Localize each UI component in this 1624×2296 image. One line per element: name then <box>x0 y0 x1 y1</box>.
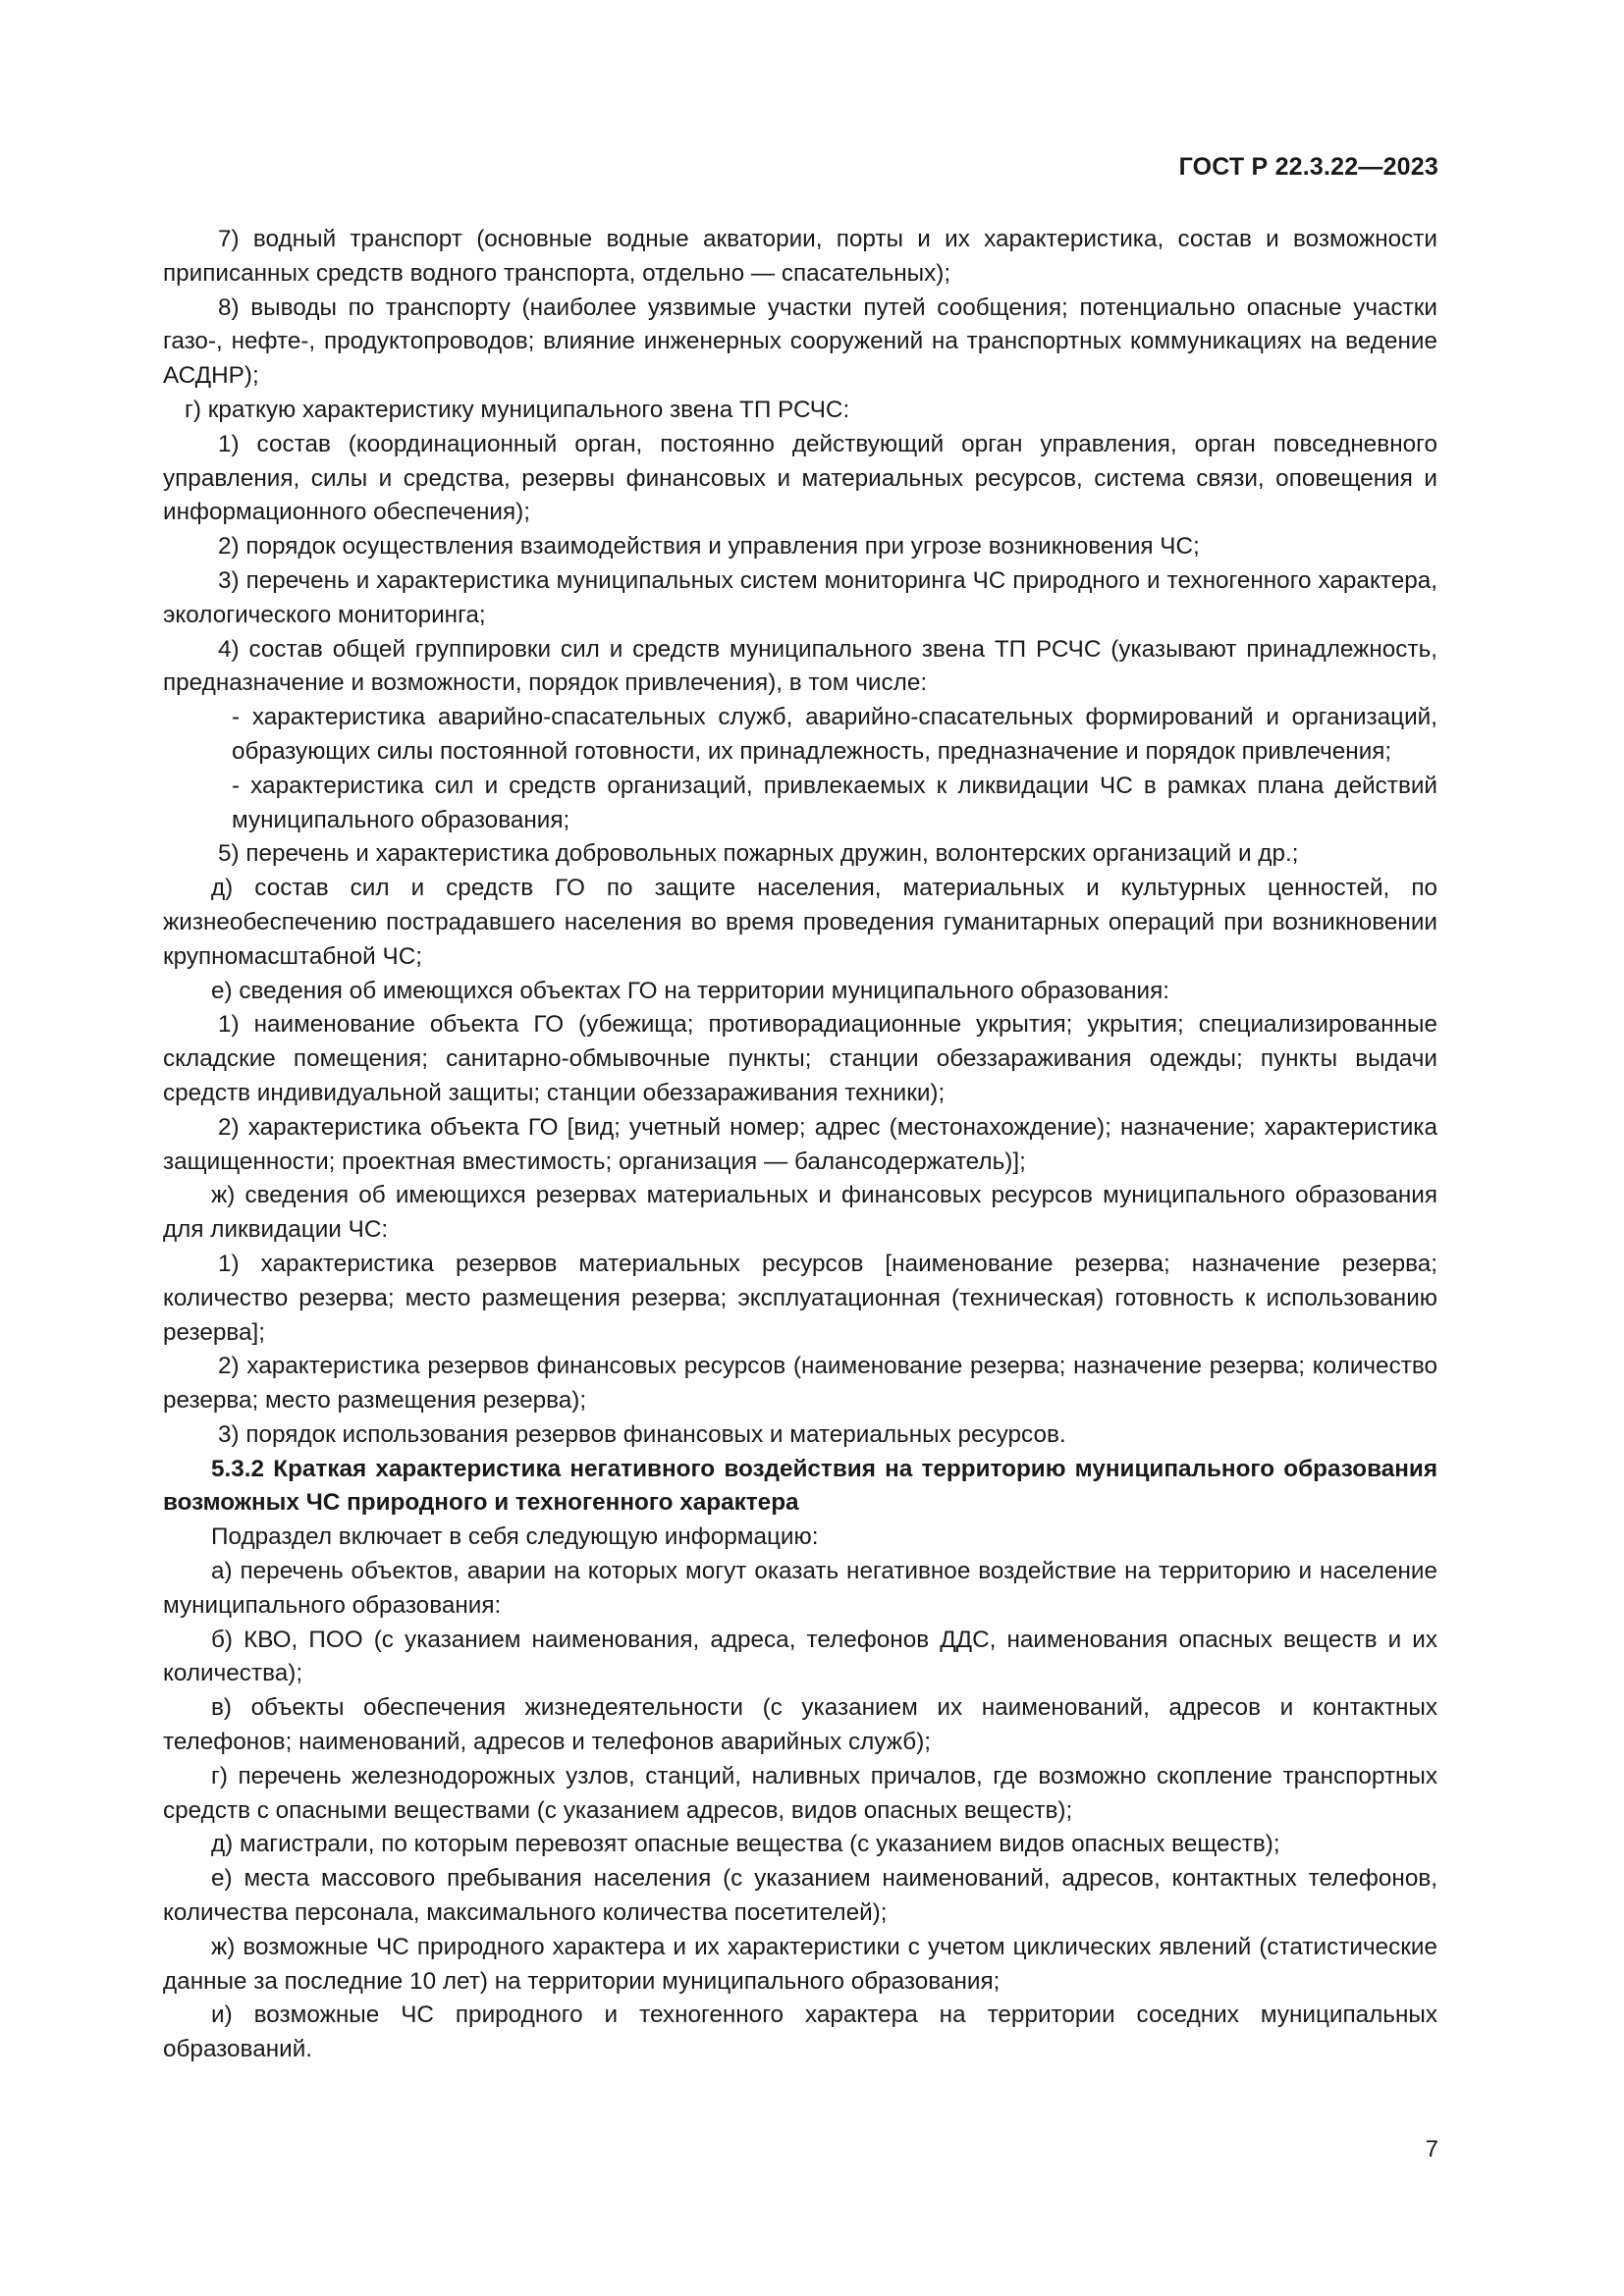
paragraph: ж) возможные ЧС природного характера и их характеристики с учетом циклических явлений (статистические данные за последние 10 лет) на территории муниципального образования; <box>163 1933 1437 1995</box>
paragraph: 8) выводы по транспорту (наиболее уязвимые участки путей сообщения; потенциально опасные участки газо-, нефте-, продуктопроводов; влияние инженерных сооружений на транспортных коммуникациях на ведение АСДНР); <box>163 294 1437 390</box>
paragraph: - характеристика аварийно-спасательных служб, аварийно-спасательных формирований и организаций, образующих силы постоянной готовности, их принадлежность, предназначение и порядок привлечения; <box>232 704 1437 765</box>
paragraph: 2) порядок осуществления взаимодействия и управления при угрозе возникновения ЧС; <box>218 533 1200 561</box>
paragraph: 2) характеристика резервов финансовых ресурсов (наименование резерва; назначение резерва; количество резерва; место размещения резерва); <box>163 1353 1437 1415</box>
paragraph: г) перечень железнодорожных узлов, станций, наливных причалов, где возможно скопление транспортных средств с опасными веществами (с указанием адресов, видов опасных веществ); <box>163 1762 1437 1824</box>
paragraph: Подраздел включает в себя следующую информацию: <box>211 1523 819 1551</box>
paragraph: 1) наименование объекта ГО (убежища; противорадиационные укрытия; укрытия; специализированные складские помещения; санитарно-обмывочные пункты; станции обеззараживания одежды; пункты выдачи средств индивидуальной защиты; станции обеззараживания техники); <box>163 1011 1437 1106</box>
paragraph: 3) перечень и характеристика муниципальных систем мониторинга ЧС природного и техногенного характера, экологического мониторинга; <box>163 566 1437 628</box>
document-number-header: ГОСТ Р 22.3.22—2023 <box>1178 153 1438 181</box>
paragraph: 2) характеристика объекта ГО [вид; учетный номер; адрес (местонахождение); назначение; характеристика защищенности; проектная вместимость; организация — балансодержатель)]; <box>163 1113 1437 1175</box>
paragraph: д) магистрали, по которым перевозят опасные вещества (с указанием видов опасных веществ); <box>211 1831 1280 1858</box>
page-number: 7 <box>1425 2136 1438 2163</box>
paragraph: е) сведения об имеющихся объектах ГО на территории муниципального образования: <box>211 977 1169 1004</box>
paragraph: 4) состав общей группировки сил и средств муниципального звена ТП РСЧС (указывают принадлежность, предназначение и возможности, порядок привлечения), в том числе: <box>163 635 1437 697</box>
paragraph: 1) состав (координационный орган, постоянно действующий орган управления, орган повседневного управления, силы и средства, резервы финансовых и материальных ресурсов, система связи, оповещения и информационного обеспечения); <box>163 430 1437 526</box>
paragraph: г) краткую характеристику муниципального звена ТП РСЧС: <box>185 396 850 423</box>
paragraph: в) объекты обеспечения жизнедеятельности (с указанием их наименований, адресов и контактных телефонов; наименований, адресов и телефонов аварийных служб); <box>163 1694 1437 1756</box>
paragraph: ж) сведения об имеющихся резервах материальных и финансовых ресурсов муниципального образования для ликвидации ЧС: <box>163 1182 1437 1244</box>
paragraph: 7) водный транспорт (основные водные акватории, порты и их характеристика, состав и возможности приписанных средств водного транспорта, отдельно — спасательных); <box>163 226 1437 287</box>
paragraph: а) перечень объектов, аварии на которых могут оказать негативное воздействие на территорию и население муниципального образования: <box>163 1558 1437 1619</box>
paragraph: 5) перечень и характеристика добровольных пожарных дружин, волонтерских организаций и др.; <box>218 840 1299 868</box>
paragraph: б) КВО, ПОО (с указанием наименования, адреса, телефонов ДДС, наименования опасных веществ и их количества); <box>163 1626 1437 1687</box>
paragraph: д) состав сил и средств ГО по защите населения, материальных и культурных ценностей, по жизнеобеспечению пострадавшего населения во время проведения гуманитарных операций при возникновении крупномасштабной ЧС; <box>163 875 1437 970</box>
paragraph: 1) характеристика резервов материальных ресурсов [наименование резерва; назначение резерва; количество резерва; место размещения резерва; эксплуатационная (техническая) готовность к использованию резерва]; <box>163 1250 1437 1346</box>
paragraph: и) возможные ЧС природного и техногенного характера на территории соседних муниципальных образований. <box>163 2002 1437 2063</box>
document-body <box>163 223 1437 2067</box>
section-heading: 5.3.2 Краткая характеристика негативного воздействия на территорию муниципального образования возможных ЧС природного и техногенного характера <box>163 1455 1437 1517</box>
paragraph: 3) порядок использования резервов финансовых и материальных ресурсов. <box>218 1420 1066 1448</box>
paragraph: - характеристика сил и средств организаций, привлекаемых к ликвидации ЧС в рамках плана действий муниципального образования; <box>232 772 1437 833</box>
paragraph: е) места массового пребывания населения (с указанием наименований, адресов, контактных телефонов, количества персонала, максимального количества посетителей); <box>163 1865 1437 1927</box>
